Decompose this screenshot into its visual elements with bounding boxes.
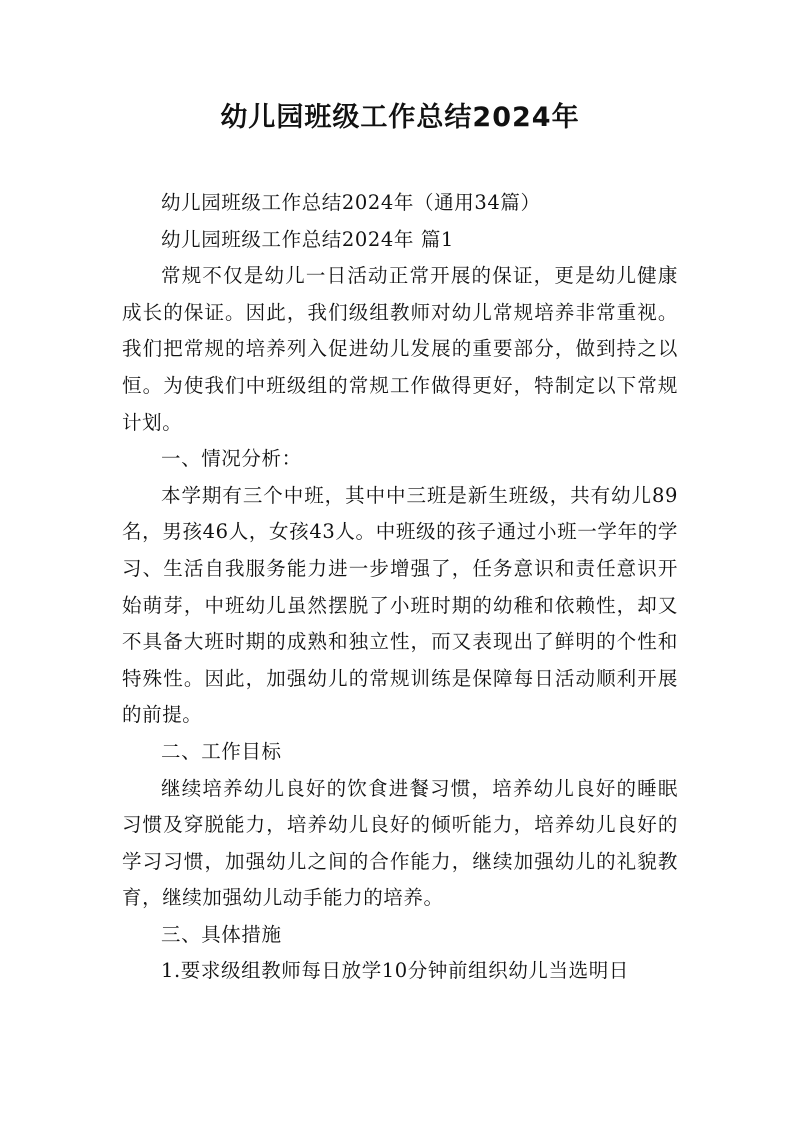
document-title: 幼儿园班级工作总结2024年 — [220, 102, 580, 133]
document-body — [122, 185, 678, 990]
section-heading-measures: 三、具体措施 — [161, 922, 282, 946]
intro-paragraph: 常规不仅是幼儿一日活动正常开展的保证，更是幼儿健康成长的保证。因此，我们级组教师对幼儿常规培养非常重视。我们把常规的培养列入促进幼儿发展的重要部分，做到持之以恒。为使我们中班级组的常规工作做得更好，特制定以下常规计划。 — [122, 264, 678, 434]
subtitle-paragraph: 幼儿园班级工作总结2024年（通用34篇） — [161, 191, 541, 214]
section-heading-analysis: 一、情况分析： — [161, 447, 302, 471]
analysis-paragraph: 本学期有三个中班，其中中三班是新生班级，共有幼儿89名，男孩46人，女孩43人。中班级的孩子通过小班一学年的学习、生活自我服务能力进一步增强了，任务意识和责任意识开始萌芽，中班幼儿虽然摆脱了小班时期的幼稚和依赖性，却又不具备大班时期的成熟和独立性，而又表现出了鲜明的个性和特殊性。因此，加强幼儿的常规训练是保障每日活动顺利开展的前提。 — [122, 483, 678, 727]
goals-paragraph: 继续培养幼儿良好的饮食进餐习惯，培养幼儿良好的睡眠习惯及穿脱能力，培养幼儿良好的倾听能力，培养幼儿良好的学习习惯，加强幼儿之间的合作能力，继续加强幼儿的礼貌教育，继续加强幼儿动手能力的培养。 — [122, 776, 678, 910]
measures-paragraph: 1.要求级组教师每日放学10分钟前组织幼儿当选明日 — [161, 959, 629, 983]
section-heading-part1: 幼儿园班级工作总结2024年 篇1 — [161, 227, 454, 251]
section-heading-goals: 二、工作目标 — [161, 739, 282, 763]
